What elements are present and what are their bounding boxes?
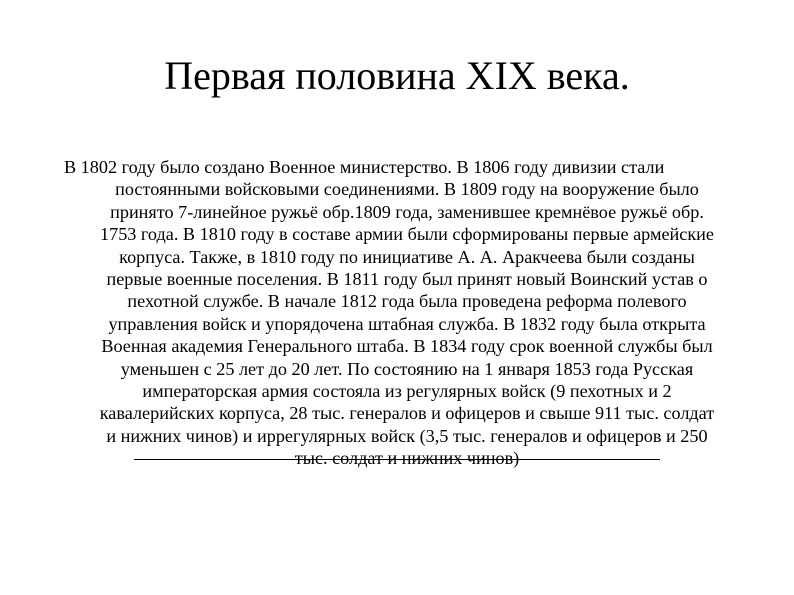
body-line: принято 7-линейное ружьё обр.1809 года, заменившее кремнёвое ружьё обр. bbox=[110, 201, 704, 222]
body-line: Военная академия Генерального штаба. В 1834 году срок военной службы был bbox=[101, 336, 713, 357]
body-line: тыс. солдат и нижних чинов) bbox=[294, 448, 520, 469]
slide-title: Первая половина XIX века. bbox=[164, 53, 630, 98]
body-line: первые военные поселения. В 1811 году был принят новый Воинский устав о bbox=[106, 269, 708, 290]
body-line: корпуса. Также, в 1810 году по инициативе А. А. Аракчеева были созданы bbox=[119, 246, 695, 267]
slide-body-text bbox=[48, 156, 766, 470]
body-line: уменьшен с 25 лет до 20 лет. По состоянию на 1 января 1853 года Русская bbox=[120, 358, 694, 379]
body-line: постоянными войсковыми соединениями. В 1809 году на вооружение было bbox=[115, 179, 699, 200]
body-line: пехотной службе. В начале 1812 года была проведена реформа полевого bbox=[127, 291, 687, 312]
body-line: императорская армия состояла из регулярных войск (9 пехотных и 2 bbox=[142, 381, 672, 402]
body-line: 1753 года. В 1810 году в составе армии были сформированы первые армейские bbox=[100, 224, 714, 245]
body-line: и нижних чинов) и иррегулярных войск (3,5 тыс. генералов и офицеров и 250 bbox=[106, 425, 708, 446]
body-line: В 1802 году было создано Военное министерство. В 1806 году дивизии стали bbox=[64, 157, 665, 177]
body-line: управления войск и упорядочена штабная служба. В 1832 году была открыта bbox=[108, 313, 706, 334]
body-line-last bbox=[48, 447, 766, 469]
body-line: кавалерийских корпуса, 28 тыс. генералов и офицеров и свыше 911 тыс. солдат bbox=[99, 403, 715, 424]
